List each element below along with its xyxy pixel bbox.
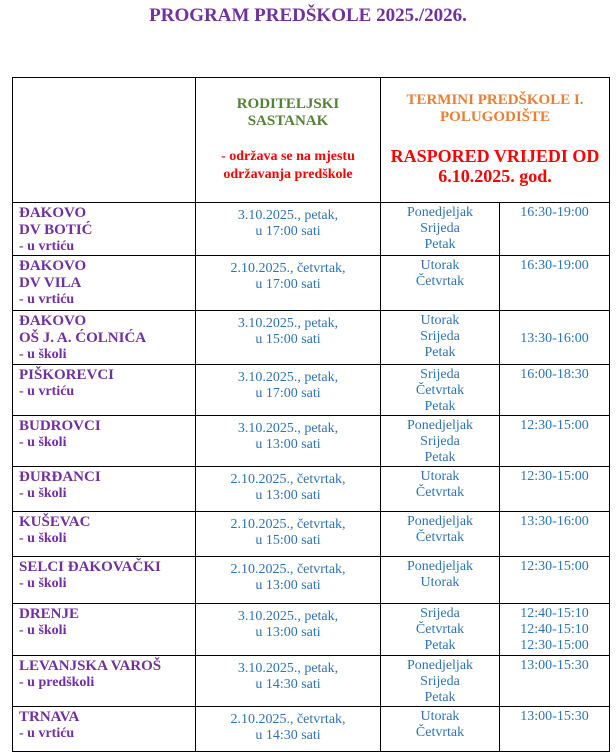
location-name: LEVANJSKA VAROŠ <box>19 658 162 674</box>
meeting-date-cell <box>196 467 381 512</box>
days-cell <box>381 656 500 707</box>
times-cell <box>500 656 610 707</box>
location-name: DV BOTIĆ <box>19 222 93 238</box>
day-label: Utorak <box>420 709 460 724</box>
location <box>13 416 195 450</box>
days-cell <box>381 557 500 604</box>
page-title: PROGRAM PREDŠKOLE 2025./2026. <box>149 5 467 26</box>
meeting-line: 2.10.2025., četvrtak, <box>230 517 346 532</box>
meeting-date <box>196 203 380 240</box>
meeting-line: 2.10.2025., četvrtak, <box>230 472 346 487</box>
meeting-line: u 14:30 sati <box>255 677 321 692</box>
meeting-line: u 15:00 sati <box>255 332 321 347</box>
time-range: 16:30-19:00 <box>520 258 589 273</box>
day-label: Ponedjeljak <box>406 205 474 220</box>
times-cell <box>500 256 610 311</box>
location-cell <box>13 557 196 604</box>
day-label: Petak <box>424 690 456 705</box>
table-row <box>13 707 610 752</box>
location <box>13 557 195 591</box>
days-cell <box>381 416 500 467</box>
location-venue: - u školi <box>19 623 67 638</box>
day-label: Petak <box>424 399 456 414</box>
times <box>500 203 609 221</box>
location-name: SELCI ĐAKOVAČKI <box>19 559 161 575</box>
location-name: DV VILA <box>19 275 82 291</box>
days <box>381 512 499 546</box>
day-label: Srijeda <box>420 221 460 236</box>
day-label: Ponedjeljak <box>406 658 474 673</box>
times-cell <box>500 707 610 752</box>
times <box>500 416 609 434</box>
times-cell <box>500 365 610 416</box>
meeting-date-cell <box>196 311 381 365</box>
meeting-title: RODITELJSKI SASTANAK <box>236 96 340 129</box>
days <box>381 707 499 741</box>
location-venue: - u vrtiću <box>19 292 75 307</box>
times <box>500 557 609 575</box>
location <box>13 604 195 638</box>
days <box>381 256 499 290</box>
meeting-line: u 13:00 sati <box>255 625 321 640</box>
day-label: Petak <box>424 450 456 465</box>
schedule-note: RASPORED VRIJEDI OD 6.10.2025. god. <box>390 146 600 186</box>
meeting-date-cell <box>196 203 381 256</box>
location-cell <box>13 311 196 365</box>
location-name: ĐURĐANCI <box>19 469 101 485</box>
time-range: 16:00-18:30 <box>520 367 589 382</box>
days <box>381 311 499 361</box>
day-label: Utorak <box>420 575 460 590</box>
day-label: Utorak <box>420 469 460 484</box>
days-cell <box>381 604 500 656</box>
times <box>500 311 609 347</box>
meeting-line: u 17:00 sati <box>255 224 321 239</box>
times <box>500 256 609 274</box>
meeting-line: u 17:00 sati <box>255 386 321 401</box>
location-venue: - u školi <box>19 347 67 362</box>
days-cell <box>381 365 500 416</box>
day-label: Srijeda <box>420 674 460 689</box>
days-cell <box>381 512 500 557</box>
location-cell <box>13 707 196 752</box>
location <box>13 707 195 741</box>
meeting-line: u 17:00 sati <box>255 277 321 292</box>
days <box>381 467 499 501</box>
time-range: 12:30-15:00 <box>520 469 589 484</box>
day-label: Utorak <box>420 258 460 273</box>
days <box>381 203 499 253</box>
day-label: Četvrtak <box>415 485 465 500</box>
location-name: BUDROVCI <box>19 418 101 434</box>
times-cell <box>500 557 610 604</box>
day-label: Četvrtak <box>415 383 465 398</box>
meeting-date <box>196 557 380 594</box>
location-venue: - u školi <box>19 531 67 546</box>
meeting-date-cell <box>196 656 381 707</box>
days-cell <box>381 707 500 752</box>
time-range: 12:30-15:00 <box>520 559 589 574</box>
location-cell <box>13 467 196 512</box>
location-name: OŠ J. A. ĆOLNIĆA <box>19 330 147 346</box>
days <box>381 416 499 466</box>
location-venue: - u školi <box>19 435 67 450</box>
meeting-line: 3.10.2025., petak, <box>237 208 339 223</box>
meeting-line: u 15:00 sati <box>255 533 321 548</box>
day-label: Četvrtak <box>415 622 465 637</box>
day-label: Srijeda <box>420 606 460 621</box>
meeting-date <box>196 416 380 453</box>
day-label: Srijeda <box>420 329 460 344</box>
day-label: Četvrtak <box>415 530 465 545</box>
meeting-date-cell <box>196 365 381 416</box>
days-cell <box>381 311 500 365</box>
schedule-table <box>12 77 610 752</box>
time-range: 12:40-15:10 <box>520 622 589 637</box>
day-label: Srijeda <box>420 367 460 382</box>
meeting-date-cell <box>196 416 381 467</box>
days <box>381 365 499 415</box>
times <box>500 707 609 725</box>
location-venue: - u predškoli <box>19 675 95 690</box>
location-venue: - u vrtiću <box>19 384 75 399</box>
table-row <box>13 365 610 416</box>
meeting-date <box>196 512 380 549</box>
meeting-line: 3.10.2025., petak, <box>237 661 339 676</box>
meeting-line: u 14:30 sati <box>255 728 321 743</box>
location-venue: - u vrtiću <box>19 726 75 741</box>
table-row <box>13 512 610 557</box>
day-label: Ponedjeljak <box>406 418 474 433</box>
terms-title: TERMINI PREDŠKOLE I. POLUGODIŠTE <box>406 92 584 125</box>
meeting-date-cell <box>196 557 381 604</box>
time-range: 12:40-15:10 <box>520 606 589 621</box>
header-empty-cell <box>13 78 196 203</box>
table-row <box>13 416 610 467</box>
times-cell <box>500 311 610 365</box>
location-name: DRENJE <box>19 606 80 622</box>
day-label: Petak <box>424 345 456 360</box>
meeting-line: 3.10.2025., petak, <box>237 370 339 385</box>
times-cell <box>500 203 610 256</box>
times-cell <box>500 512 610 557</box>
location-cell <box>13 203 196 256</box>
meeting-date-cell <box>196 256 381 311</box>
header-terms-cell <box>381 78 610 203</box>
location <box>13 256 195 307</box>
time-range: 13:30-16:00 <box>520 331 589 346</box>
table-row <box>13 656 610 707</box>
meeting-date <box>196 604 380 641</box>
table-row <box>13 604 610 656</box>
times-cell <box>500 416 610 467</box>
location-venue: - u školi <box>19 576 67 591</box>
location-name: PIŠKOREVCI <box>19 367 115 383</box>
location <box>13 203 195 254</box>
location <box>13 656 195 690</box>
times-cell <box>500 467 610 512</box>
times <box>500 467 609 485</box>
time-range: 13:30-16:00 <box>520 514 589 529</box>
meeting-date <box>196 656 380 693</box>
location-name: TRNAVA <box>19 709 80 725</box>
meeting-line: 3.10.2025., petak, <box>237 421 339 436</box>
meeting-line: 2.10.2025., četvrtak, <box>230 261 346 276</box>
meeting-line: 2.10.2025., četvrtak, <box>230 712 346 727</box>
day-label: Petak <box>424 237 456 252</box>
meeting-date <box>196 707 380 744</box>
meeting-note: - održava se na mjestu održavanja predškole <box>221 149 355 182</box>
location-venue: - u vrtiću <box>19 239 75 254</box>
day-label: Utorak <box>420 313 460 328</box>
location-cell <box>13 512 196 557</box>
meeting-date-cell <box>196 707 381 752</box>
location-name: ĐAKOVO <box>19 205 87 221</box>
day-label: Srijeda <box>420 434 460 449</box>
table-row <box>13 467 610 512</box>
meeting-line: u 13:00 sati <box>255 578 321 593</box>
location-cell <box>13 604 196 656</box>
location <box>13 311 195 362</box>
table-row <box>13 557 610 604</box>
days-cell <box>381 203 500 256</box>
days <box>381 604 499 654</box>
day-label: Četvrtak <box>415 725 465 740</box>
day-label: Petak <box>424 638 456 653</box>
day-label: Ponedjeljak <box>406 559 474 574</box>
times <box>500 656 609 674</box>
meeting-line: u 13:00 sati <box>255 488 321 503</box>
table-row <box>13 311 610 365</box>
location-cell <box>13 416 196 467</box>
time-range: 13:00-15:30 <box>520 709 589 724</box>
meeting-line: 3.10.2025., petak, <box>237 609 339 624</box>
days-cell <box>381 467 500 512</box>
times <box>500 512 609 530</box>
day-label: Ponedjeljak <box>406 514 474 529</box>
meeting-date <box>196 256 380 293</box>
time-range: 13:00-15:30 <box>520 658 589 673</box>
location <box>13 467 195 501</box>
meeting-date-cell <box>196 604 381 656</box>
time-range: 12:30-15:00 <box>520 418 589 433</box>
days-cell <box>381 256 500 311</box>
time-range: 16:30-19:00 <box>520 205 589 220</box>
days <box>381 656 499 706</box>
times <box>500 365 609 383</box>
location-name: ĐAKOVO <box>19 313 87 329</box>
location <box>13 512 195 546</box>
meeting-date <box>196 311 380 348</box>
table-row <box>13 203 610 256</box>
location <box>13 365 195 399</box>
header-meeting-cell <box>196 78 381 203</box>
location-cell <box>13 656 196 707</box>
times-cell <box>500 604 610 656</box>
day-label: Četvrtak <box>415 274 465 289</box>
location-cell <box>13 365 196 416</box>
meeting-line: u 13:00 sati <box>255 437 321 452</box>
times <box>500 604 609 654</box>
days <box>381 557 499 591</box>
location-venue: - u školi <box>19 486 67 501</box>
location-name: KUŠEVAC <box>19 514 91 530</box>
table-row <box>13 256 610 311</box>
time-range: 12:30-15:00 <box>520 638 589 653</box>
location-cell <box>13 256 196 311</box>
meeting-date-cell <box>196 512 381 557</box>
location-name: ĐAKOVO <box>19 258 87 274</box>
header-row <box>13 78 610 203</box>
meeting-date <box>196 365 380 402</box>
meeting-line: 2.10.2025., četvrtak, <box>230 562 346 577</box>
meeting-date <box>196 467 380 504</box>
meeting-line: 3.10.2025., petak, <box>237 316 339 331</box>
